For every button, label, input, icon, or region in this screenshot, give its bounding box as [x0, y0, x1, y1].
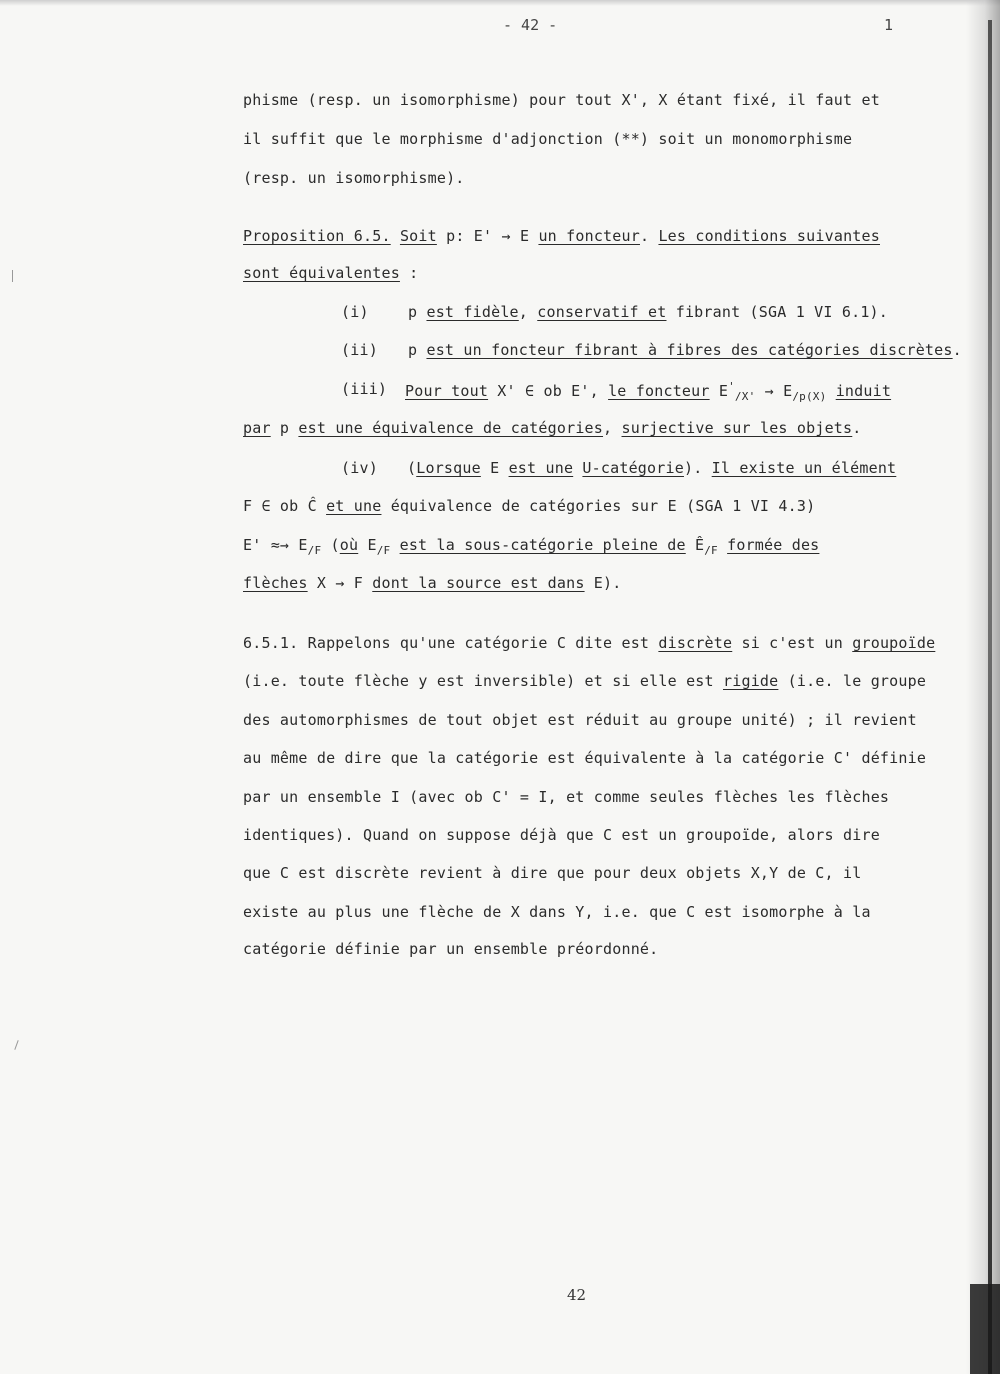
remark-line-3: des automorphismes de tout objet est réduit au groupe unité) ; il revient [243, 711, 917, 729]
remark-line-9: catégorie définie par un ensemble préordonné. [243, 940, 659, 958]
margin-mark: 1 [884, 16, 894, 34]
foncteur-fibrant: est un foncteur fibrant à fibres des catégories discrètes [426, 341, 953, 359]
induit: induit [835, 382, 892, 400]
scan-speck [14, 1040, 18, 1050]
item-iv-line-4 [243, 574, 622, 592]
remark-line-6: identiques). Quand on suppose déjà que C est un groupoïde, alors dire [243, 826, 880, 844]
text: si c'est un [732, 634, 853, 652]
est-une: est une [508, 459, 574, 477]
sub-f: /F [307, 544, 322, 557]
e: E [289, 536, 308, 554]
dont-la-source: dont la source est dans [372, 574, 585, 592]
comma: , [518, 303, 538, 321]
space [390, 536, 399, 554]
item-iv-line-1 [407, 459, 896, 477]
x: X [307, 574, 336, 592]
e-hat: Ê [685, 536, 705, 554]
arrow: → [335, 574, 345, 592]
proposition-heading-2 [243, 264, 418, 282]
sub-px: /p(X) [792, 390, 827, 403]
remark-line-5: par un ensemble I (avec ob C' = I, et comme seules flèches les flèches [243, 788, 890, 806]
item-iv-line-2 [243, 497, 815, 515]
scan-speck [12, 270, 13, 282]
period: . [852, 419, 862, 437]
remark-line-4: au même de dire que la catégorie est équivalente à la catégorie C' définie [243, 749, 927, 767]
arrow: → [755, 382, 784, 400]
item-iv-line-3 [243, 536, 819, 557]
conditions: Les conditions suivantes [658, 227, 880, 245]
remark-line-7: que C est discrète revient à dire que pour deux objets X,Y de C, il [243, 864, 862, 882]
x-prime: X' ∈ ob E', [488, 382, 609, 400]
surjective: surjective sur les objets [621, 419, 853, 437]
u-categorie: U-catégorie [582, 459, 684, 477]
item-iii-line-1 [405, 380, 891, 403]
p: p [408, 341, 427, 359]
close-paren: ). [683, 459, 703, 477]
ou: où [339, 536, 359, 554]
sub-f: /F [704, 544, 718, 557]
arrow: → [501, 227, 511, 245]
f-in-ob: F ∈ ob Ĉ [243, 497, 327, 515]
prime-sup: ' [728, 380, 735, 393]
colon: : [399, 264, 419, 282]
page-number: 42 [567, 1286, 587, 1304]
equivalence: est une équivalence de catégories [298, 419, 604, 437]
space [718, 536, 727, 554]
e: E [510, 227, 539, 245]
item-iii-num: (iii) [341, 380, 388, 398]
period: . [952, 341, 962, 359]
scan-right-edge-shadow [966, 0, 1000, 1374]
conservatif: conservatif et [537, 303, 667, 321]
item-ii-num: (ii) [341, 341, 378, 359]
e-prime: E [709, 382, 729, 400]
fidele: est fidèle [426, 303, 519, 321]
remark-line-2 [243, 672, 926, 690]
sous-categorie: est la sous-catégorie pleine de [399, 536, 686, 554]
comma: , [603, 419, 622, 437]
page-marker: - 42 - [503, 16, 558, 34]
lorsque: Lorsque [416, 459, 481, 477]
item-i-num: (i) [341, 303, 369, 321]
le-foncteur: le foncteur [608, 382, 710, 400]
text: (i.e. le groupe [778, 672, 927, 690]
scan-binding-line [988, 20, 992, 1374]
il-existe: Il existe un élément [711, 459, 897, 477]
e: E [480, 459, 509, 477]
fleches: flèches [243, 574, 308, 592]
sub-x: /X' [734, 390, 756, 403]
scan-corner-shadow [970, 1284, 1000, 1374]
p: p [408, 303, 427, 321]
et-une: et une [326, 497, 382, 515]
equivalence-sga: équivalence de catégories sur E (SGA 1 VI 4.3) [381, 497, 816, 515]
p-def: p: E' [436, 227, 502, 245]
item-iv-num: (iv) [341, 459, 378, 477]
f: F [344, 574, 373, 592]
fibrant-rest: fibrant (SGA 1 VI 6.1). [666, 303, 889, 321]
text: (i.e. toute flèche y est inversible) et si elle est [243, 672, 723, 690]
intro-line-2: il suffit que le morphisme d'adjonction (**) soit un monomorphisme [243, 130, 853, 148]
discrete: discrète [658, 634, 733, 652]
sont-equivalentes: sont équivalentes [243, 264, 400, 282]
foncteur: un foncteur [538, 227, 640, 245]
formee-des: formée des [727, 536, 820, 554]
dot: . [639, 227, 659, 245]
soit: Soit [399, 227, 437, 245]
intro-line-1: phisme (resp. un isomorphisme) pour tout X', X étant fixé, il faut et [243, 91, 880, 109]
item-i [408, 303, 888, 321]
e: E [783, 382, 793, 400]
rigide: rigide [723, 672, 779, 690]
approx-arrow: ≈→ [270, 536, 290, 554]
e-prime: E' [243, 536, 271, 554]
intro-line-3: (resp. un isomorphisme). [243, 169, 465, 187]
item-ii [408, 341, 962, 359]
proposition-label: Proposition 6.5. [243, 227, 391, 245]
remark-line-8: existe au plus une flèche de X dans Y, i.e. que C est isomorphe à la [243, 903, 871, 921]
groupoide: groupoïde [852, 634, 936, 652]
paren: ( [407, 459, 417, 477]
e: E [358, 536, 377, 554]
remark-line-1 [243, 634, 935, 652]
sub-f: /F [376, 544, 391, 557]
par: par [243, 419, 271, 437]
p: p [270, 419, 299, 437]
item-iii-line-2 [243, 419, 862, 437]
e-close: E). [584, 574, 622, 592]
page-top-shadow [0, 0, 1000, 6]
paren: ( [321, 536, 340, 554]
text: 6.5.1. Rappelons qu'une catégorie C dite est [243, 634, 659, 652]
pour-tout: Pour tout [405, 382, 489, 400]
proposition-heading [243, 227, 880, 245]
